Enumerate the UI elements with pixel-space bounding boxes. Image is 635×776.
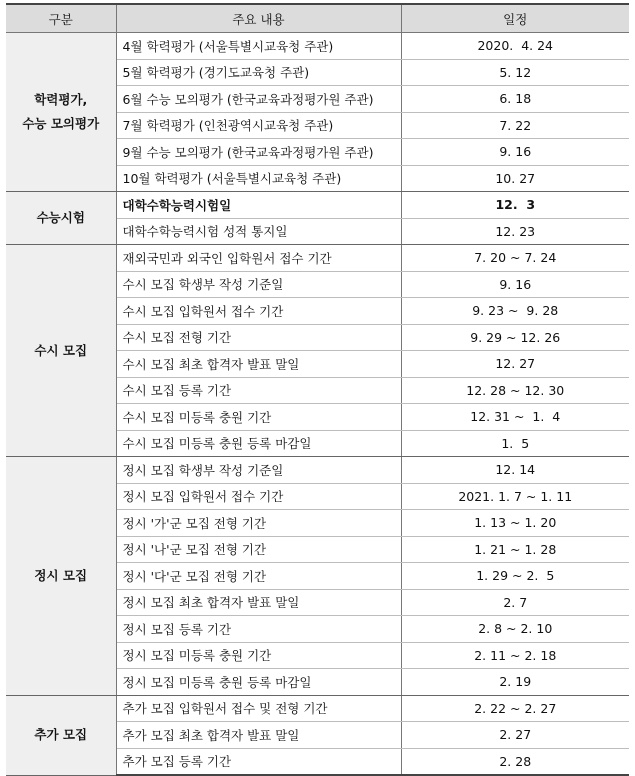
header-date: 일정 [401, 4, 629, 33]
content-cell: 수시 모집 최초 합격자 발표 말일 [116, 351, 401, 378]
content-cell: 정시 모집 학생부 작성 기준일 [116, 457, 401, 484]
category-cell [6, 695, 116, 775]
content-cell: 7월 학력평가 (인천광역시교육청 주관) [116, 112, 401, 139]
date-cell: 2. 7 [401, 589, 629, 616]
category-cell [6, 245, 116, 457]
date-cell: 9. 23 ~ 9. 28 [401, 298, 629, 325]
date-cell: 2. 8 ~ 2. 10 [401, 616, 629, 643]
date-cell: 2. 11 ~ 2. 18 [401, 642, 629, 669]
date-cell: 12. 23 [401, 218, 629, 245]
date-cell: 12. 3 [401, 192, 629, 219]
date-cell: 2. 28 [401, 748, 629, 775]
content-cell: 대학수학능력시험일 [116, 192, 401, 219]
date-cell: 2021. 1. 7 ~ 1. 11 [401, 483, 629, 510]
table-row [6, 33, 629, 60]
content-cell: 정시 '나'군 모집 전형 기간 [116, 536, 401, 563]
category-label: 수능시험 [36, 210, 85, 225]
category-label: 정시 모집 [34, 567, 88, 583]
date-cell: 2. 19 [401, 669, 629, 696]
date-cell: 12. 14 [401, 457, 629, 484]
table-row [6, 695, 629, 722]
date-cell: 1. 29 ~ 2. 5 [401, 563, 629, 590]
date-cell: 9. 29 ~ 12. 26 [401, 324, 629, 351]
content-cell: 정시 모집 등록 기간 [116, 616, 401, 643]
table-row [6, 245, 629, 272]
content-cell: 수시 모집 등록 기간 [116, 377, 401, 404]
date-cell: 2. 27 [401, 722, 629, 749]
content-cell: 추가 모집 입학원서 접수 및 전형 기간 [116, 695, 401, 722]
content-cell: 정시 '다'군 모집 전형 기간 [116, 563, 401, 590]
date-cell: 2. 22 ~ 2. 27 [401, 695, 629, 722]
content-cell: 정시 모집 미등록 충원 기간 [116, 642, 401, 669]
category-cell [6, 192, 116, 245]
date-cell: 12. 27 [401, 351, 629, 378]
content-cell: 수시 모집 전형 기간 [116, 324, 401, 351]
content-cell: 9월 수능 모의평가 (한국교육과정평가원 주관) [116, 139, 401, 166]
date-cell: 1. 21 ~ 1. 28 [401, 536, 629, 563]
date-cell: 2020. 4. 24 [401, 33, 629, 60]
table-header [6, 4, 629, 33]
table-row [6, 192, 629, 219]
content-cell: 5월 학력평가 (경기도교육청 주관) [116, 59, 401, 86]
date-cell: 1. 13 ~ 1. 20 [401, 510, 629, 537]
date-cell: 10. 27 [401, 165, 629, 192]
content-cell: 4월 학력평가 (서울특별시교육청 주관) [116, 33, 401, 60]
content-cell: 수시 모집 학생부 작성 기준일 [116, 271, 401, 298]
content-cell: 정시 모집 입학원서 접수 기간 [116, 483, 401, 510]
content-cell: 대학수학능력시험 성적 통지일 [116, 218, 401, 245]
content-cell: 추가 모집 최초 합격자 발표 말일 [116, 722, 401, 749]
schedule-table [6, 3, 629, 776]
content-cell: 수시 모집 미등록 충원 기간 [116, 404, 401, 431]
header-row [6, 4, 629, 33]
date-cell: 9. 16 [401, 139, 629, 166]
content-cell: 수시 모집 입학원서 접수 기간 [116, 298, 401, 325]
category-cell [6, 33, 116, 192]
date-cell: 5. 12 [401, 59, 629, 86]
date-cell: 7. 20 ~ 7. 24 [401, 245, 629, 272]
category-label: 수능 모의평가 [22, 116, 100, 131]
header-content: 주요 내용 [116, 4, 401, 33]
content-cell: 정시 모집 미등록 충원 등록 마감일 [116, 669, 401, 696]
category-label: 추가 모집 [34, 727, 88, 742]
date-cell: 12. 31 ~ 1. 4 [401, 404, 629, 431]
date-cell: 1. 5 [401, 430, 629, 457]
category-cell [6, 457, 116, 696]
date-cell: 9. 16 [401, 271, 629, 298]
date-cell: 6. 18 [401, 86, 629, 113]
table-row [6, 457, 629, 484]
date-cell: 7. 22 [401, 112, 629, 139]
content-cell: 수시 모집 미등록 충원 등록 마감일 [116, 430, 401, 457]
content-cell: 6월 수능 모의평가 (한국교육과정평가원 주관) [116, 86, 401, 113]
content-cell: 추가 모집 등록 기간 [116, 748, 401, 775]
category-label: 학력평가, [34, 92, 88, 107]
content-cell: 10월 학력평가 (서울특별시교육청 주관) [116, 165, 401, 192]
content-cell: 정시 모집 최초 합격자 발표 말일 [116, 589, 401, 616]
header-category: 구분 [6, 4, 116, 33]
date-cell: 12. 28 ~ 12. 30 [401, 377, 629, 404]
content-cell: 정시 '가'군 모집 전형 기간 [116, 510, 401, 537]
content-cell: 재외국민과 외국인 입학원서 접수 기간 [116, 245, 401, 272]
table-body [6, 33, 629, 776]
category-label: 수시 모집 [34, 342, 88, 358]
